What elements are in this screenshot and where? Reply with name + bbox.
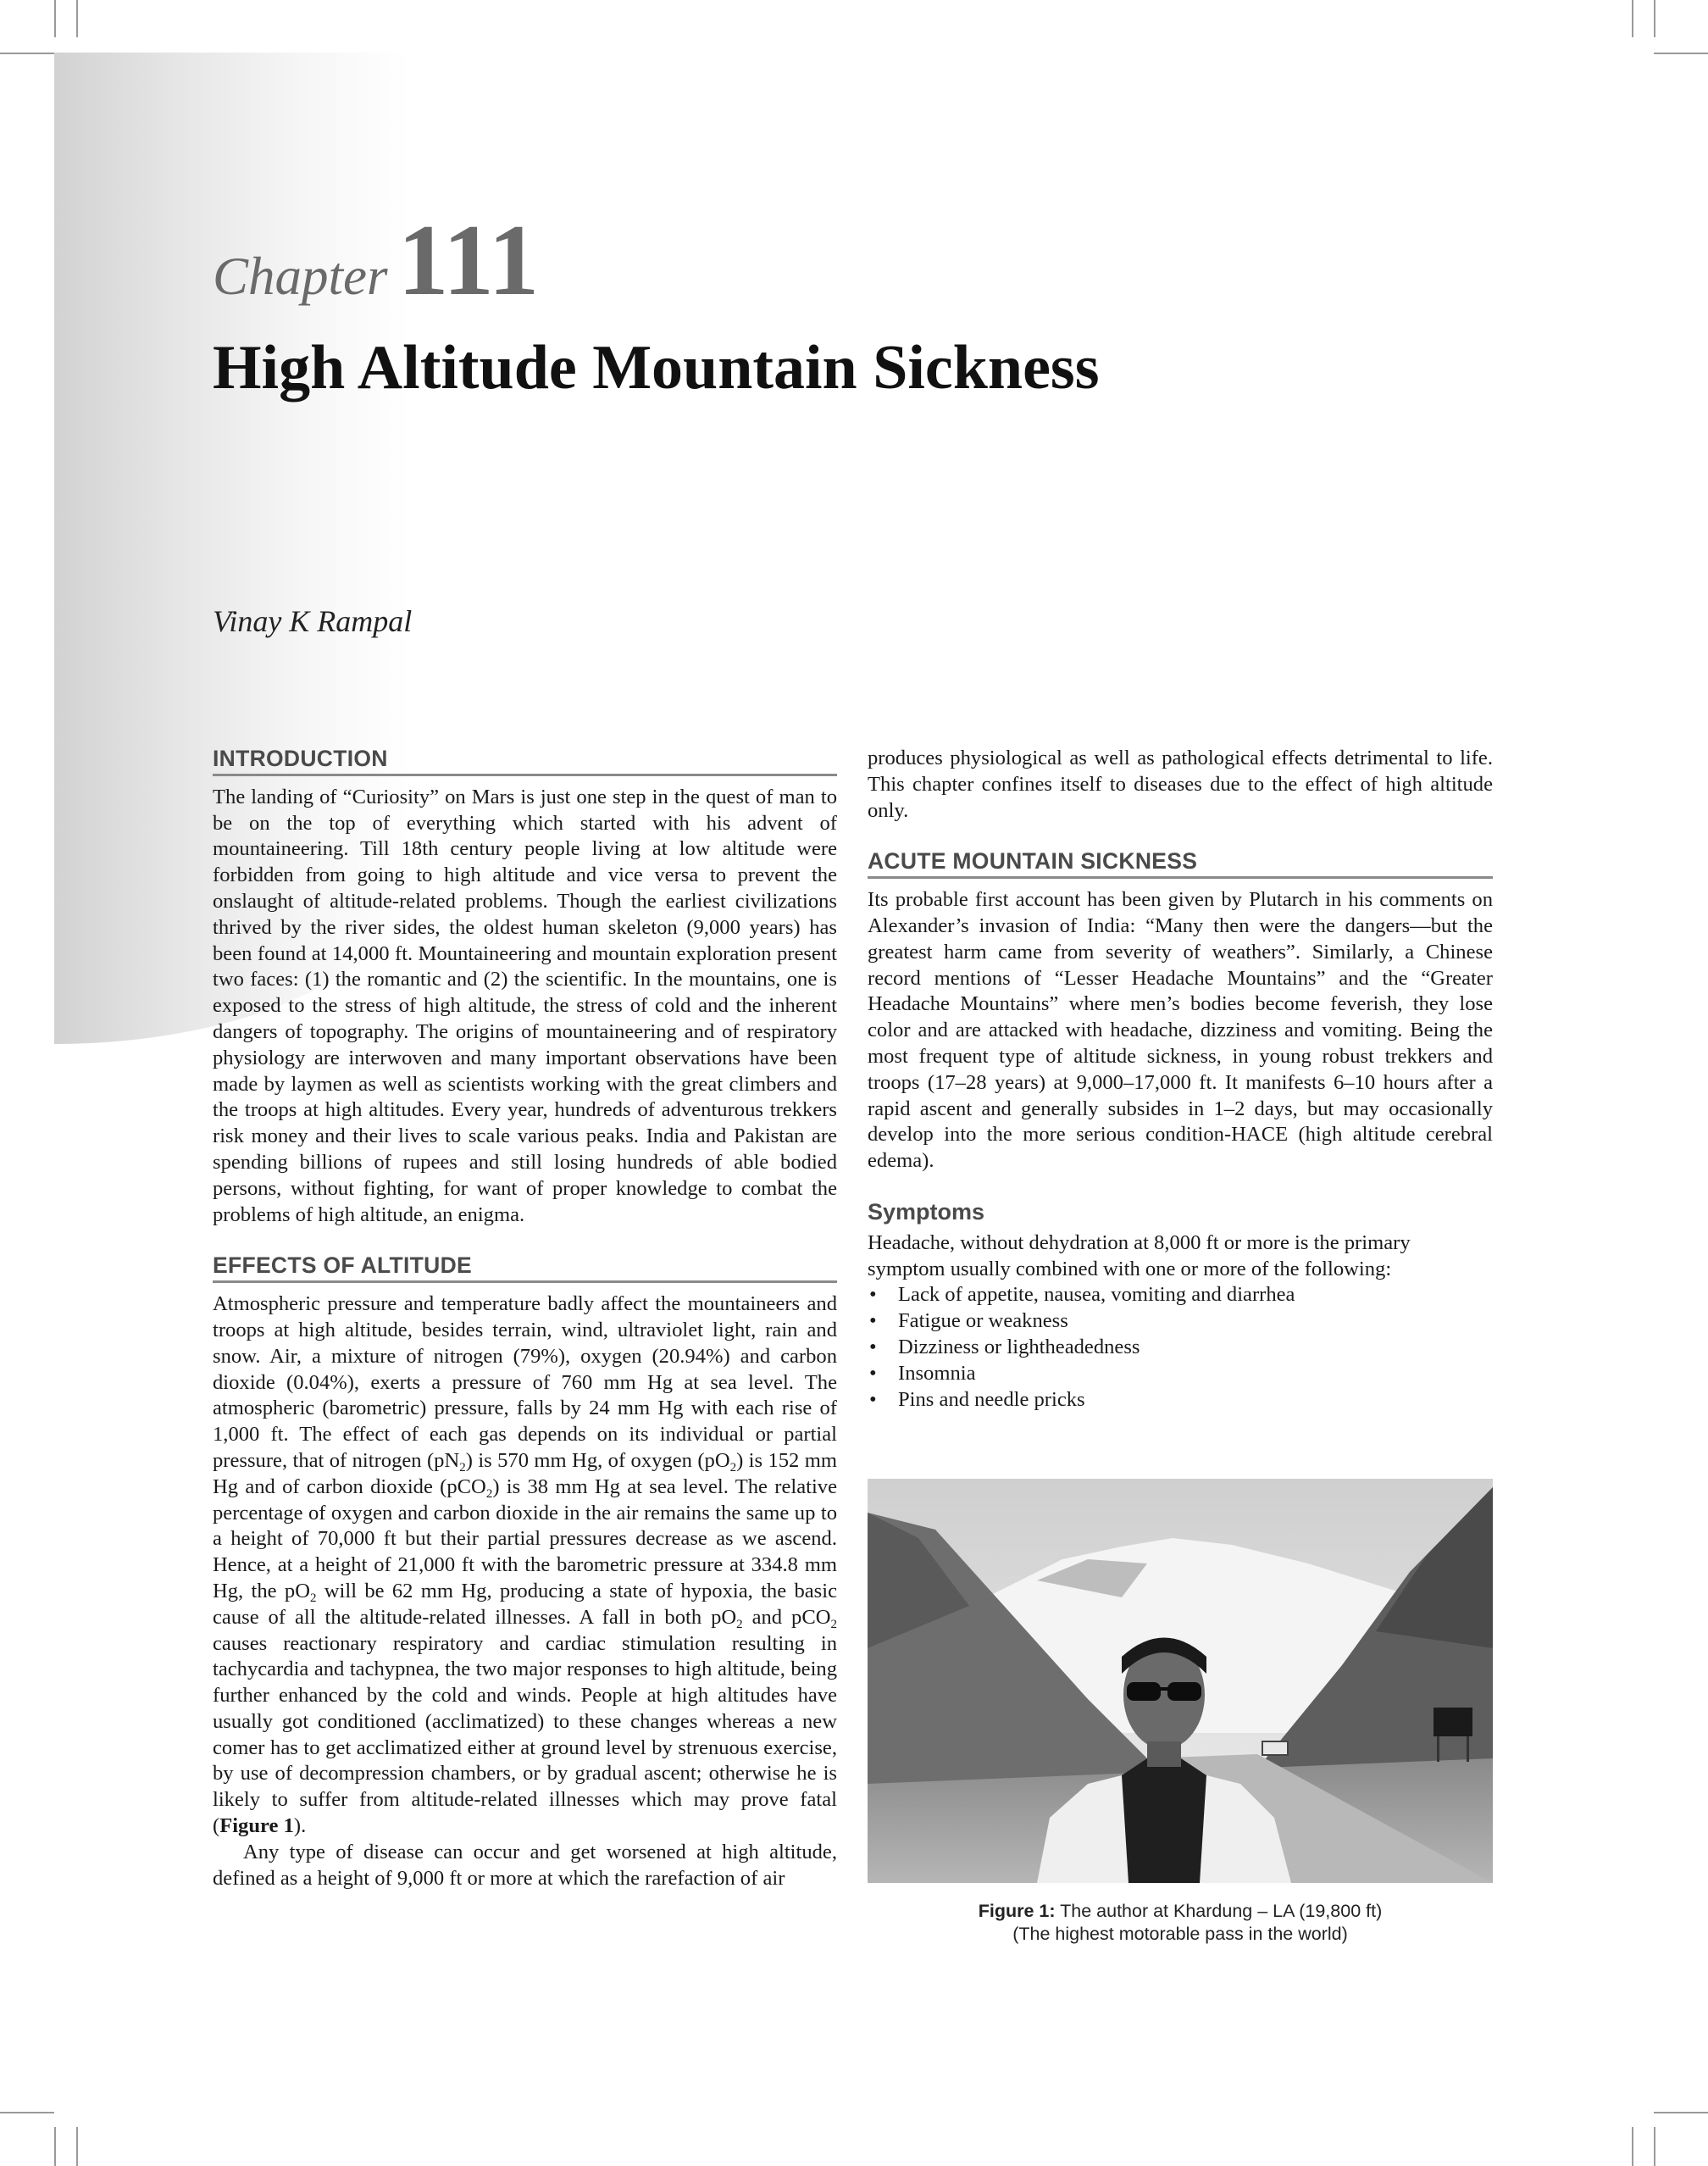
effects-paragraph: Atmospheric pressure and temperature badly affect the mountaineers and troops at high altitude, besides terrain, wind, ultraviolet light, rain and snow. Air, a mixture of nitrogen (79%), oxygen (20.94%) and carbon dioxide (0.04%), exerts a pressure of 760 mm Hg at sea level. The atmospheric (barometric) pressure, falls by 24 mm Hg with each rise of 1,000 ft. The effect of each gas depends on its individual or partial pressure, that of nitrogen $(pN_2)$ is 570 mm Hg, of oxygen $(pO_2)$ is 152 mm Hg and of carbon dioxide (pCO$_2$) is 38 mm Hg at sea level. The relative percentage of oxygen and carbon dioxide in the air remains the same up to a height of 70,000 ft but their partial pressures decrease as we ascend. Hence, at a height of 21,000 ft with the barometric pressure at 334.8 mm Hg, the $pO_2$ will be 62 mm Hg, producing a state of hypoxia, the basic cause of all the altitude-related illnesses. A fall in both $pO_2$ and pCO$_2$ causes reactionary respiratory and cardiac stimulation resulting in tachycardia and tachypnea, the two major responses to high altitude, being further enhanced by the cold and winds. People at high altitudes have usually got conditioned (acclimatized) to these changes whereas a new comer has to get acclimatized either at ground level by strenuous exercise, by use of decompression chambers, or by gradual ascent; otherwise he is likely to suffer from altitude-related illnesses which may prove fatal (Figure 1).	[213, 1292, 837, 1838]
crop-mark	[1632, 0, 1633, 37]
crop-mark	[0, 53, 54, 54]
crop-mark	[0, 2112, 54, 2113]
right-column	[868, 746, 1493, 1413]
section-heading-effects: EFFECTS OF ALTITUDE	[213, 1252, 837, 1283]
crop-mark	[1654, 0, 1655, 37]
section-heading-introduction: INTRODUCTION	[213, 746, 837, 776]
crop-mark	[76, 2127, 78, 2166]
figure-photo	[868, 1479, 1493, 1883]
effects-paragraph-2-continued: produces physiological as well as pathological effects detrimental to life. This chapter confines itself to diseases due to the effect of high altitude only.	[868, 747, 1493, 822]
introduction-paragraph: The landing of “Curiosity” on Mars is just one step in the quest of man to be on the top of everything which started with his advent of mountaineering. Till 18th century people living at low altitude were forbidden from going to high altitude and vice versa to prevent the onslaught of altitude-related problems. Though the earliest civilizations thrived by the river sides, the oldest human skeleton (9,000 years) has been found at 14,000 ft. Mountaineering and mountain exploration present two faces: (1) the romantic and (2) the scientific. In the mountains, one is exposed to the stress of high altitude, the stress of cold and the inherent dangers of topography. The origins of mountaineering and of respiratory physiology are interwoven and many important observations have been made by laymen as well as scientists working with the great climbers and the troops at high altitudes. Every year, hundreds of adventurous trekkers risk money and their lives to scale various peaks. India and Pakistan are spending billions of rupees and still losing hundreds of able bodied persons, without fighting, for want of proper knowledge to combat the problems of high altitude, an enigma.	[213, 785, 837, 1226]
left-column	[213, 746, 837, 1891]
crop-mark	[76, 0, 78, 37]
list-item: • Dizziness or lightheadedness	[898, 1335, 1493, 1361]
list-item: • Pins and needle pricks	[898, 1387, 1493, 1413]
list-item: • Lack of appetite, nausea, vomiting and diarrhea	[898, 1282, 1493, 1308]
chapter-heading	[213, 202, 539, 319]
ams-paragraph: Its probable first account has been given by Plutarch in his comments on Alexander’s invasion of India: “Many then were the dangers—but the greatest harm came from severity of weathers”. Similarly, a Chinese record mentions of “Lesser Headache Mountains” and the “Greater Headache Mountains” where men’s bodies become feverish, they lose color and are attacked with headache, dizziness and vomiting. Being the most frequent type of altitude sickness, in young robust trekkers and troops (17–28 years) at 9,000–17,000 ft. It manifests 6–10 hours after a rapid ascent and generally subsides in 1–2 days, but may occasionally develop into the more serious condition-HACE (high altitude cerebral edema).	[868, 888, 1493, 1173]
chapter-title: High Altitude Mountain Sickness	[213, 333, 1100, 403]
list-item: • Insomnia	[898, 1361, 1493, 1387]
list-item: • Fatigue or weakness	[898, 1308, 1493, 1335]
crop-mark	[1654, 2127, 1655, 2166]
effects-paragraph-2: Any type of disease can occur and get worsened at high altitude, defined as a height of 9,000 ft or more at which the rarefaction of air	[213, 1840, 837, 1890]
crop-mark	[54, 2127, 56, 2166]
figure-label: Figure 1:	[978, 1901, 1056, 1921]
chapter-label: Chapter	[213, 247, 388, 306]
chapter-number: 111	[397, 203, 540, 316]
crop-mark	[1654, 53, 1708, 54]
crop-mark	[54, 0, 56, 37]
subheading-symptoms: Symptoms	[868, 1198, 985, 1225]
author-name: Vinay K Rampal	[213, 604, 413, 638]
section-heading-ams: ACUTE MOUNTAIN SICKNESS	[868, 848, 1493, 879]
symptoms-intro: Headache, without dehydration at 8,000 ft or more is the primary symptom usually combined with one or more of the following:	[868, 1230, 1411, 1280]
symptoms-list	[868, 1282, 1493, 1413]
crop-mark	[1654, 2112, 1708, 2113]
caption-line-1: The author at Khardung – LA (19,800 ft)	[1060, 1901, 1383, 1921]
figure-caption	[868, 1900, 1493, 1946]
caption-line-2: (The highest motorable pass in the world)	[1012, 1924, 1348, 1944]
crop-mark	[1632, 2127, 1633, 2166]
figure-reference: Figure 1	[219, 1814, 294, 1838]
